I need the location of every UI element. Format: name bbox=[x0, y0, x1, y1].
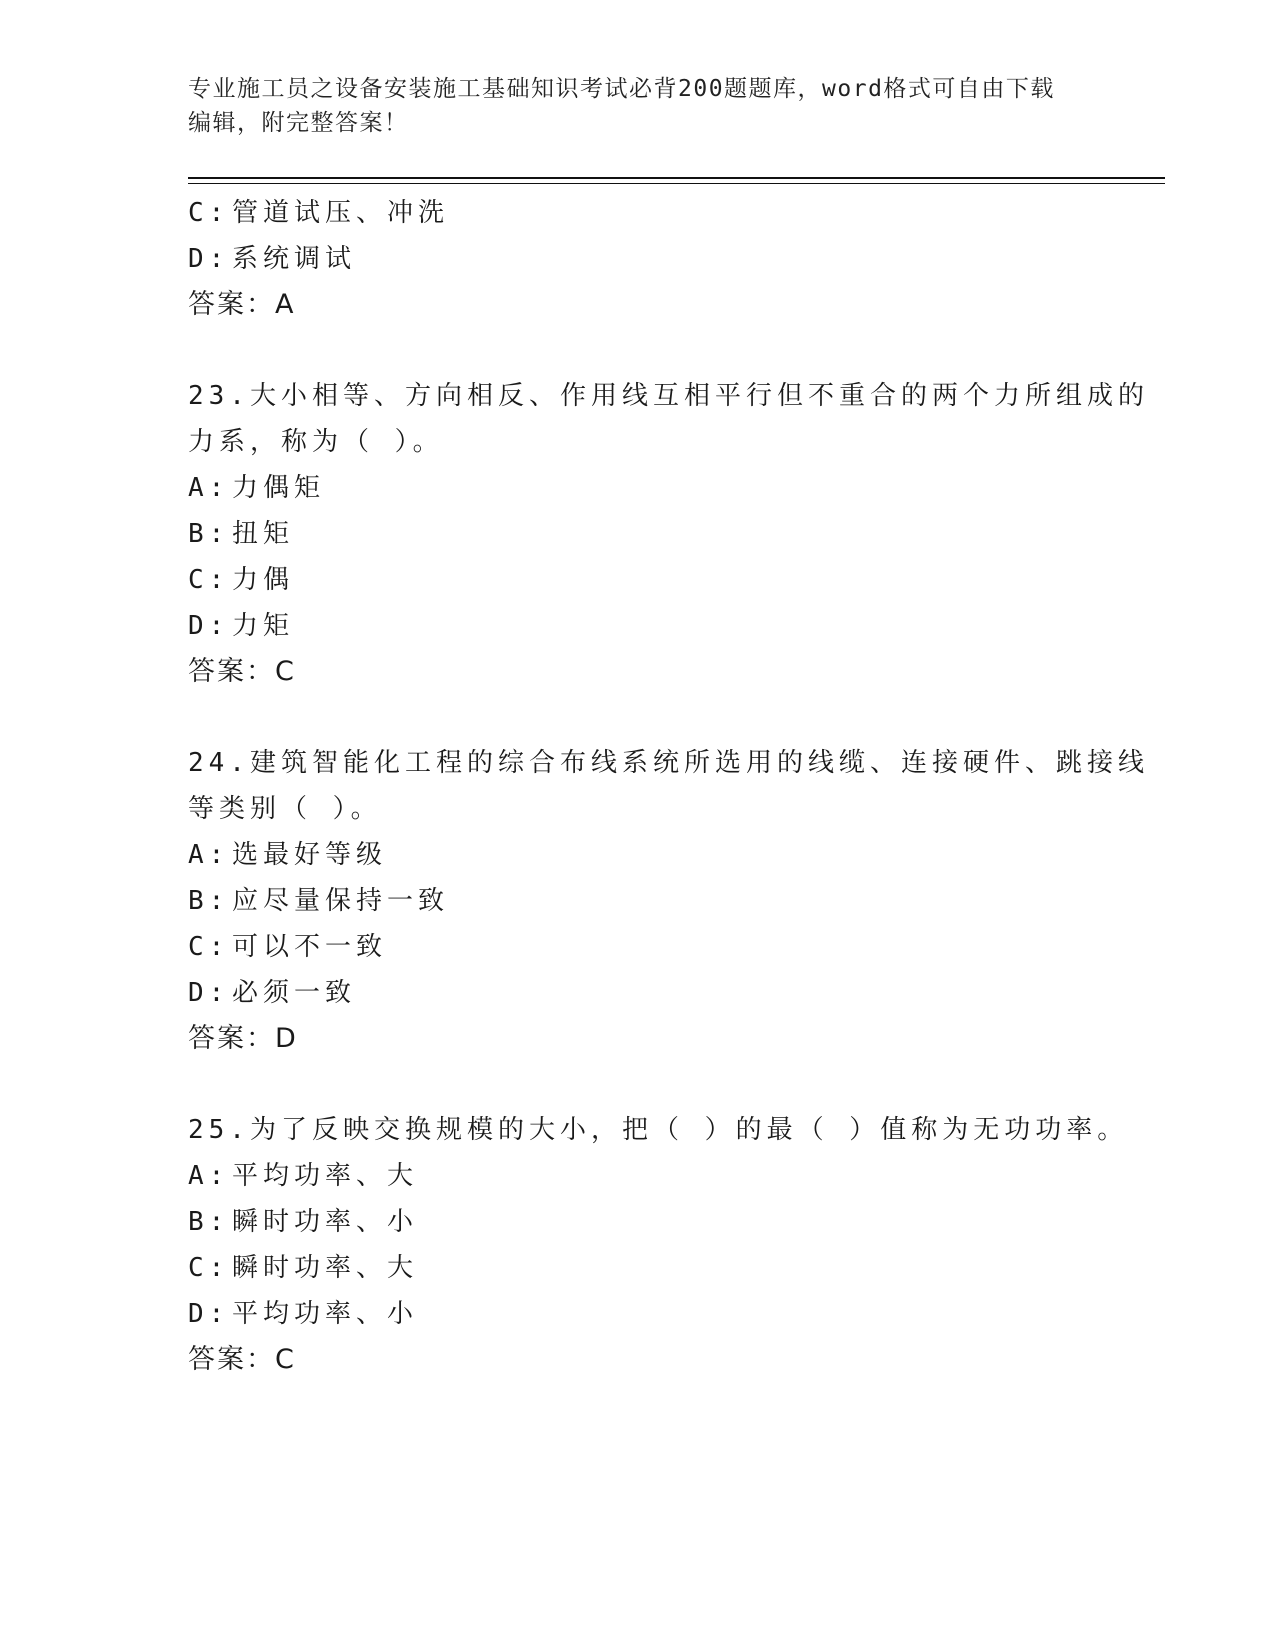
option-a bbox=[188, 465, 1088, 511]
option-text: 平均功率、小 bbox=[232, 1299, 419, 1329]
option-d bbox=[188, 970, 1088, 1016]
question-stem-line: 力系，称为（ ）。 bbox=[188, 427, 444, 457]
answer-line: 答案：C bbox=[188, 1344, 296, 1375]
answer-line: 答案：C bbox=[188, 656, 296, 687]
option-d bbox=[188, 236, 1088, 282]
question-stem-line: 24.建筑智能化工程的综合布线系统所选用的线缆、连接硬件、跳接线 bbox=[188, 748, 1149, 778]
option-text: 瞬时功率、小 bbox=[232, 1207, 419, 1237]
option-d bbox=[188, 603, 1088, 649]
option-c bbox=[188, 190, 1088, 236]
question-stem-line: 25.为了反映交换规模的大小，把（ ）的最（ ）值称为无功功率。 bbox=[188, 1115, 1129, 1145]
option-label: B: bbox=[188, 886, 230, 916]
option-text: 力偶 bbox=[232, 565, 295, 595]
option-label: A: bbox=[188, 1161, 230, 1191]
question-25 bbox=[188, 1107, 1129, 1383]
option-text: 力偶矩 bbox=[232, 473, 326, 503]
answer-line: 答案：D bbox=[188, 1023, 298, 1054]
option-label: D: bbox=[188, 611, 230, 641]
option-label: B: bbox=[188, 519, 230, 549]
option-label: C: bbox=[188, 932, 230, 962]
option-label: C: bbox=[188, 565, 230, 595]
question-stem-line: 等类别（ ）。 bbox=[188, 794, 382, 824]
header-line-1: 专业施工员之设备安装施工基础知识考试必背200题题库，word格式可自由下载 bbox=[188, 76, 1055, 102]
question-22-continued bbox=[188, 190, 1088, 328]
option-label: D: bbox=[188, 244, 230, 274]
option-label: D: bbox=[188, 1299, 230, 1329]
option-text: 平均功率、大 bbox=[232, 1161, 419, 1191]
option-text: 管道试压、冲洗 bbox=[232, 198, 450, 228]
option-b bbox=[188, 1199, 1088, 1245]
option-a bbox=[188, 832, 1088, 878]
option-text: 必须一致 bbox=[232, 978, 357, 1008]
option-c bbox=[188, 557, 1088, 603]
question-23 bbox=[188, 373, 1149, 695]
header-divider-thin bbox=[188, 183, 1165, 184]
option-b bbox=[188, 511, 1088, 557]
header-line-2: 编辑，附完整答案！ bbox=[188, 110, 409, 136]
option-text: 瞬时功率、大 bbox=[232, 1253, 419, 1283]
option-label: A: bbox=[188, 473, 230, 503]
option-label: B: bbox=[188, 1207, 230, 1237]
option-text: 系统调试 bbox=[232, 244, 357, 274]
option-c bbox=[188, 1245, 1088, 1291]
option-text: 力矩 bbox=[232, 611, 295, 641]
option-label: A: bbox=[188, 840, 230, 870]
option-text: 可以不一致 bbox=[232, 932, 388, 962]
option-label: D: bbox=[188, 978, 230, 1008]
option-text: 扭矩 bbox=[232, 519, 295, 549]
option-label: C: bbox=[188, 1253, 230, 1283]
option-a bbox=[188, 1153, 1088, 1199]
question-list bbox=[188, 190, 1149, 1383]
option-c bbox=[188, 924, 1088, 970]
question-stem-line: 23.大小相等、方向相反、作用线互相平行但不重合的两个力所组成的 bbox=[188, 381, 1149, 411]
option-b bbox=[188, 878, 1088, 924]
option-label: C: bbox=[188, 198, 230, 228]
option-text: 选最好等级 bbox=[232, 840, 388, 870]
document-header bbox=[188, 72, 1088, 140]
answer-line: 答案：A bbox=[188, 289, 296, 320]
header-divider-thick bbox=[188, 177, 1165, 179]
option-d bbox=[188, 1291, 1088, 1337]
question-24 bbox=[188, 740, 1149, 1062]
option-text: 应尽量保持一致 bbox=[232, 886, 450, 916]
